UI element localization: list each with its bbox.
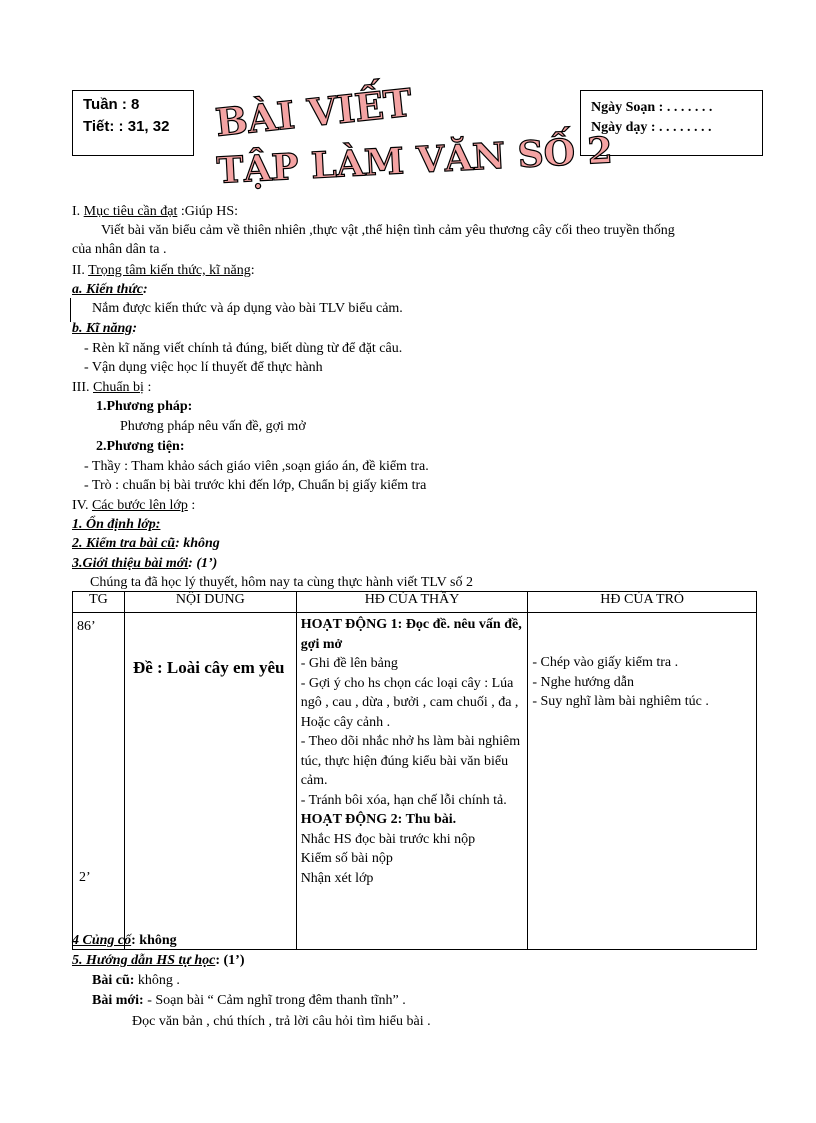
intro-line: Chúng ta đã học lý thuyết, hôm nay ta cùng thực hành viết TLV số 2 [90, 575, 473, 590]
teach-date: Ngày dạy : . . . . . . . . [591, 120, 712, 135]
section-4-heading: IV. Các bước lên lớp : [72, 498, 196, 513]
student-line: - Suy nghĩ làm bài nghiêm túc . [532, 694, 709, 709]
activity-1-heading: HOẠT ĐỘNG 1: Đọc đề. nêu vấn đề, gợi mở [300, 617, 522, 652]
teacher-line: Kiểm số bài nộp [300, 851, 393, 866]
section-1-line-2: của nhân dân ta . [72, 242, 167, 257]
title-line-2: TẬP LÀM VĂN SỐ 2 [215, 129, 614, 192]
skill-line-1: - Rèn kĩ năng viết chính tả đúng, biết dùng từ để đặt câu. [84, 341, 403, 356]
knowledge-text: Nắm được kiến thức và áp dụng vào bài TLV biểu cảm. [92, 301, 403, 316]
teacher-line: Hoặc cây cảnh . [300, 714, 391, 730]
activity-2-heading: HOẠT ĐỘNG 2: Thu bài. [300, 812, 457, 827]
method-text: Phương pháp nêu vấn đề, gợi mở [120, 419, 306, 434]
step-2: 2. Kiểm tra bài cũ: không [72, 536, 220, 551]
header-time: TG [73, 592, 125, 613]
skill-line-2: - Vận dụng việc học lí thuyết để thực hành [84, 360, 323, 375]
time-2: 2’ [79, 870, 91, 885]
means-label: 2.Phương tiện: [96, 439, 185, 454]
time-86: 86’ [77, 619, 96, 634]
table-body-row [73, 613, 757, 950]
header-content: NỘI DUNG [124, 592, 296, 613]
old-lesson: Bài cũ: không . [92, 973, 180, 988]
header-teacher: HĐ CỦA THẦY [296, 592, 528, 613]
reading-task: Đọc văn bản , chú thích , trả lời câu hỏi tìm hiểu bài . [132, 1014, 431, 1029]
prep-date: Ngày Soạn : . . . . . . . [591, 100, 713, 115]
week-period-box [72, 90, 194, 156]
section-1-line-1: Viết bài văn biểu cảm về thiên nhiên ,thực vật ,thể hiện tình cảm yêu thương cây cối theo truyền thống [101, 223, 675, 238]
knowledge-label: a. Kiến thức: [72, 282, 148, 297]
section-3-heading: III. Chuẩn bị : [72, 380, 152, 395]
section-1-heading: I. Mục tiêu cần đạt :Giúp HS: [72, 204, 239, 219]
period-label: Tiết: : 31, 32 [83, 118, 170, 135]
teacher-line: - Tránh bôi xóa, hạn chế lỗi chính tả. [300, 792, 507, 808]
margin-line [70, 298, 71, 322]
teacher-cell [296, 613, 528, 950]
self-study-heading: 5. Hướng dẫn HS tự học: (1’) [72, 953, 245, 968]
teacher-line: Nhắc HS đọc bài trước khi nộp [300, 831, 476, 847]
header-student: HĐ CỦA TRÒ [528, 592, 757, 613]
teacher-line: - Gợi ý cho hs chọn các loại cây : Lúa ngô , cau , dừa , bưởi , cam chuối , đa , [300, 675, 519, 710]
teacher-line: Nhận xét lớp [300, 870, 374, 886]
section-2-heading: II. Trọng tâm kiến thức, kĩ năng: [72, 263, 255, 278]
teacher-line: - Theo dõi nhắc nhở hs làm bài nghiêm túc, thực hiện đúng kiểu bài văn biểu cảm. [300, 734, 521, 788]
student-cell [528, 613, 757, 950]
means-line-2: - Trò : chuẩn bị bài trước khi đến lớp, Chuẩn bị giấy kiểm tra [84, 478, 427, 493]
consolidation: 4 Củng cố: không [72, 933, 177, 948]
content-cell [124, 613, 296, 950]
title-line-1: BÀI VIẾT [213, 79, 415, 145]
time-cell [73, 613, 125, 950]
step-3: 3.Giới thiệu bài mới: (1’) [72, 556, 218, 571]
student-line: - Chép vào giấy kiểm tra . [532, 655, 679, 670]
student-line: - Nghe hướng dẫn [532, 674, 635, 690]
means-line-1: - Thầy : Tham khảo sách giáo viên ,soạn giáo án, đề kiểm tra. [84, 459, 429, 474]
teacher-line: - Ghi đề lên bảng [300, 656, 398, 671]
step-1: 1. Ổn định lớp: [72, 517, 161, 532]
table-header-row [73, 592, 757, 613]
method-label: 1.Phương pháp: [96, 399, 193, 414]
lesson-table [72, 591, 757, 950]
exam-topic: Đề : Loài cây em yêu [132, 658, 285, 677]
week-label: Tuần : 8 [83, 96, 140, 113]
new-lesson: Bài mới: - Soạn bài “ Cảm nghĩ trong đêm thanh tĩnh” . [92, 993, 406, 1008]
skill-label: b. Kĩ năng: [72, 321, 137, 336]
